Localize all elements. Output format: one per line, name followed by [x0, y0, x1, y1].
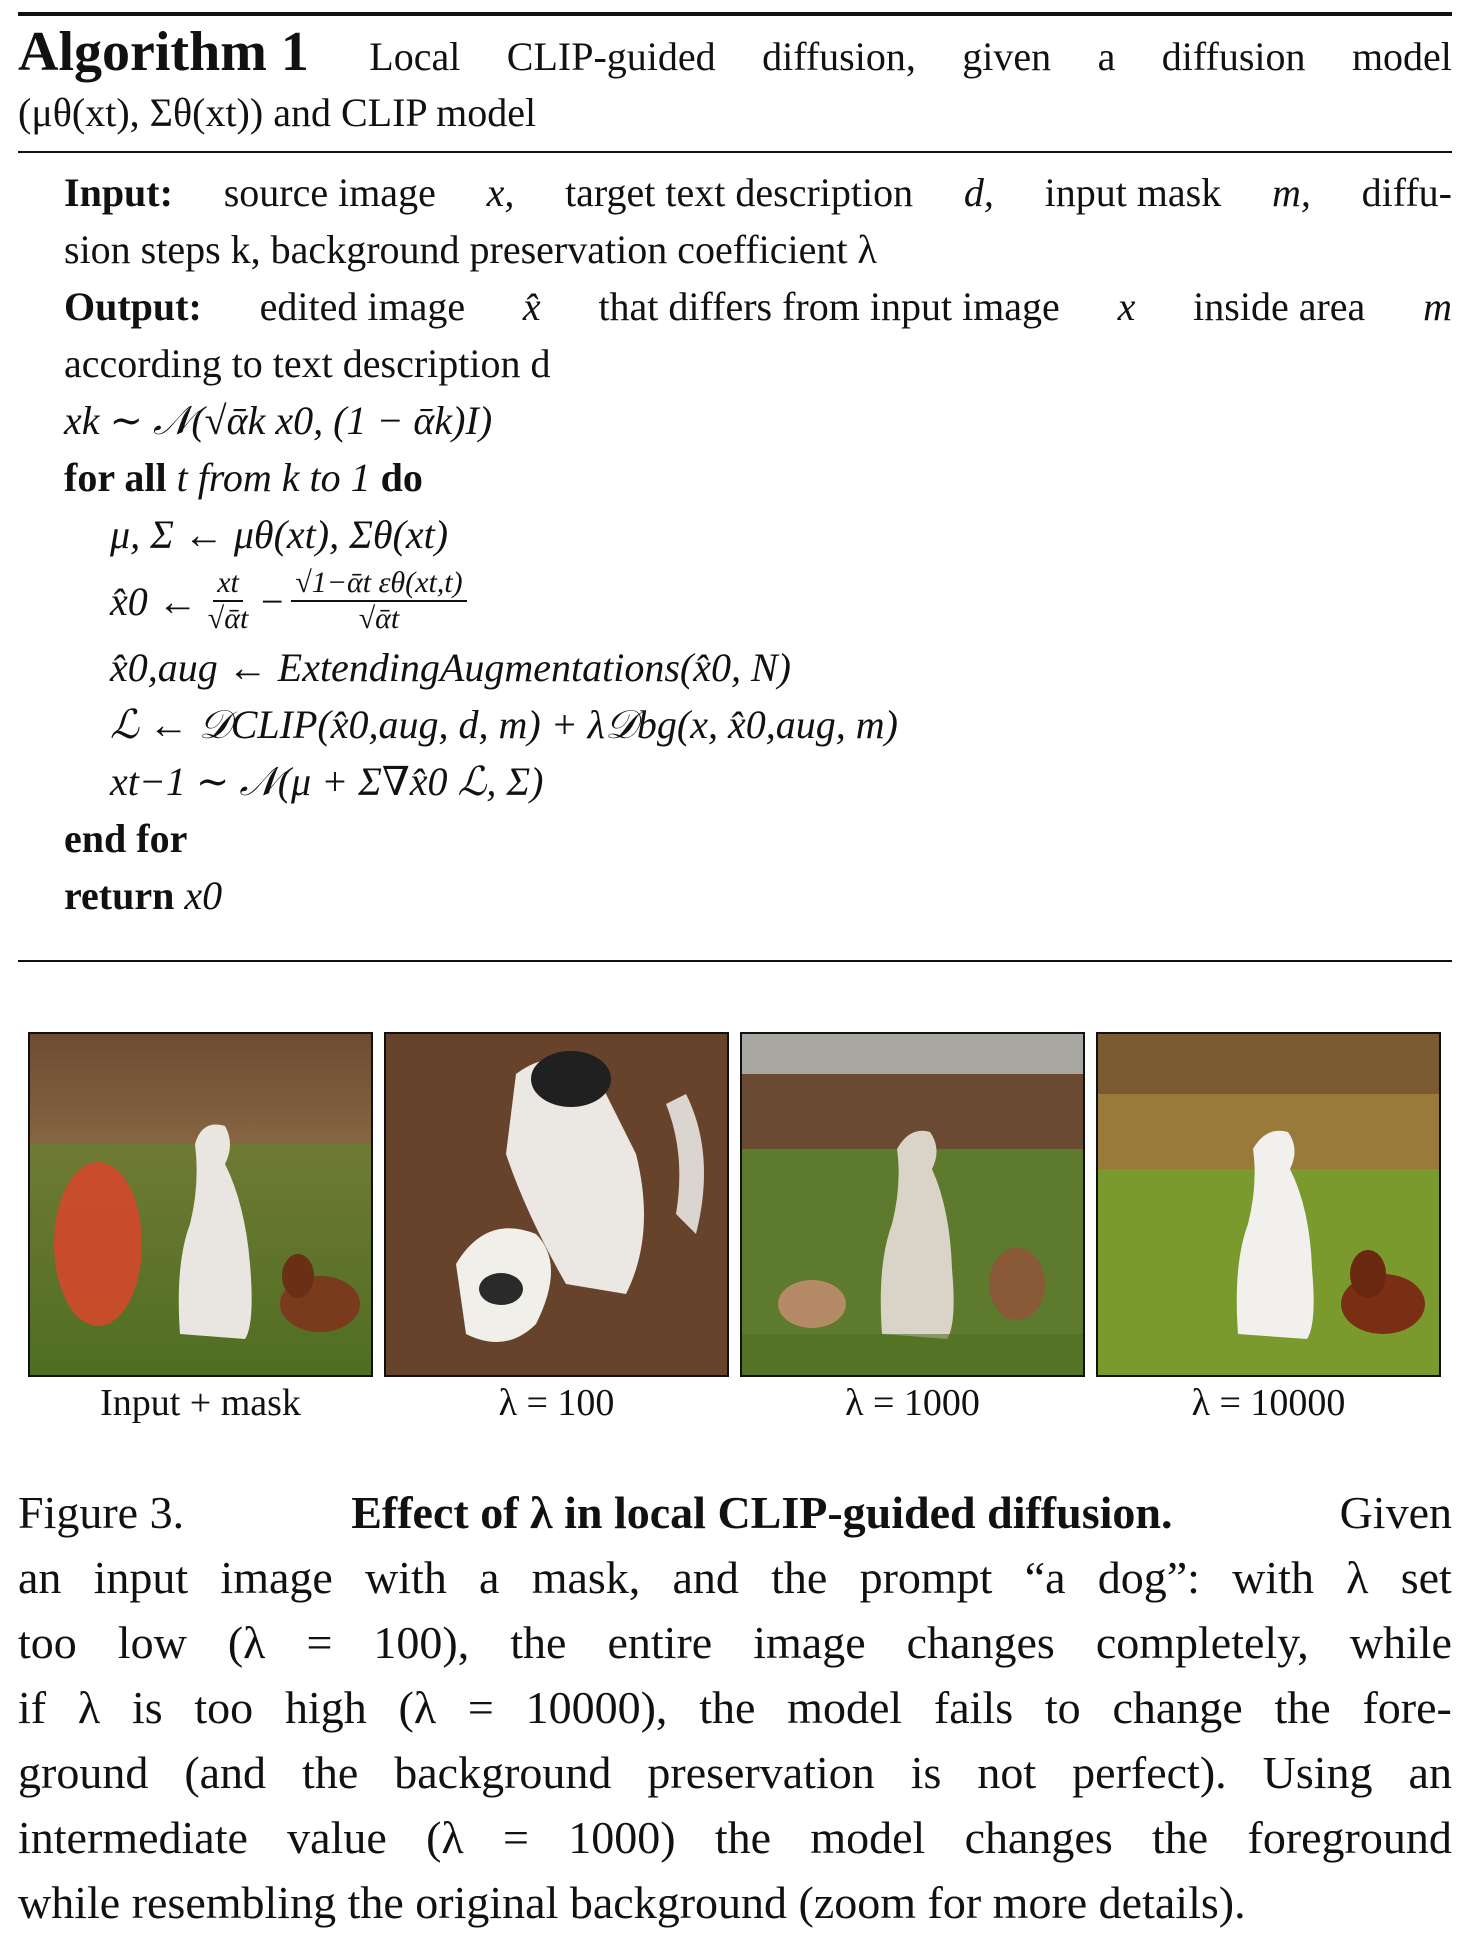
algorithm-bottom-rule: [18, 960, 1452, 962]
caption-word: intermediate: [18, 1812, 248, 1863]
algorithm-title-line-1: [18, 21, 1452, 85]
caption-line-5: [18, 1740, 1452, 1805]
step2-frac1-numerator: xt: [213, 566, 243, 602]
caption-word: =: [467, 1682, 494, 1733]
algorithm-end-for: end for: [64, 816, 188, 861]
output-word: inside area: [1193, 284, 1366, 329]
input-word: input mask: [1044, 170, 1222, 215]
caption-word: completely,: [1095, 1617, 1309, 1668]
caption-word: value: [287, 1812, 387, 1863]
caption-word: image: [220, 1552, 333, 1603]
caption-word: and: [672, 1552, 739, 1603]
caption-word: image: [753, 1617, 866, 1668]
caption-word: high: [284, 1682, 367, 1733]
figure-label-input-mask: Input + mask: [100, 1382, 301, 1424]
input-word: diffu-: [1361, 170, 1452, 215]
algorithm-header: [18, 21, 1452, 141]
algorithm-for-line: [64, 449, 1454, 506]
algorithm-title-word: given: [962, 34, 1052, 79]
caption-word: changes: [906, 1617, 1055, 1668]
algorithm-output-line-2: according to text description d: [64, 341, 551, 386]
caption-line-3: [18, 1610, 1452, 1675]
caption-word: the: [1274, 1682, 1331, 1733]
caption-word: to: [1044, 1682, 1081, 1733]
caption-word: changes: [964, 1812, 1113, 1863]
figure-label-lambda-10000: λ = 10000: [1191, 1382, 1346, 1424]
output-word: m: [1423, 284, 1452, 329]
caption-word: change: [1112, 1682, 1243, 1733]
figure-panel-lambda-10000: [1096, 1032, 1441, 1377]
output-word: edited image: [259, 284, 466, 329]
output-keyword: Output:: [64, 284, 202, 329]
caption-word: 1000): [568, 1812, 676, 1863]
algorithm-step-1: μ, Σ ← μθ(xt), Σθ(xt): [110, 512, 449, 557]
algorithm-title-word: diffusion: [1161, 34, 1306, 79]
step2-frac1-denominator: √ᾱt: [207, 602, 249, 635]
for-range: t from k to 1: [176, 455, 371, 500]
return-value: x0: [184, 873, 223, 918]
caption-line-4: [18, 1675, 1452, 1740]
caption-word: an: [18, 1552, 62, 1603]
algorithm-step-4: ℒ ← 𝒟CLIP(x̂0,aug, d, m) + λ𝒟bg(x, x̂0,aug, m): [110, 702, 898, 747]
caption-word: ground: [18, 1747, 149, 1798]
output-word: that differs from input image: [598, 284, 1060, 329]
caption-word: too: [18, 1617, 77, 1668]
algorithm-title-word: model: [1351, 34, 1452, 79]
input-word: target text description: [565, 170, 914, 215]
caption-word: λ: [1346, 1552, 1369, 1603]
figure-label-lambda-100: λ = 100: [498, 1382, 615, 1424]
figure-label-lambda-1000: λ = 1000: [845, 1382, 980, 1424]
input-word: m,: [1271, 170, 1311, 215]
caption-word: the: [714, 1812, 772, 1863]
caption-word: 10000),: [525, 1682, 668, 1733]
caption-word: with: [1232, 1552, 1314, 1603]
caption-word: =: [502, 1812, 529, 1863]
do-keyword: do: [380, 455, 423, 500]
step2-frac2-denominator: √ᾱt: [358, 602, 400, 635]
caption-word: entire: [607, 1617, 713, 1668]
caption-word: (λ: [227, 1617, 266, 1668]
input-word: x,: [486, 170, 515, 215]
caption-word: the: [302, 1747, 359, 1798]
caption-word: Effect of λ in local CLIP-guided diffusion.: [351, 1487, 1173, 1538]
algorithm-step-2: [64, 563, 1454, 639]
caption-word: (λ: [426, 1812, 464, 1863]
lambda-10000-image: [1098, 1034, 1439, 1375]
caption-word: a: [479, 1552, 500, 1603]
caption-word: “a: [1024, 1552, 1066, 1603]
lambda-1000-image: [742, 1034, 1083, 1375]
caption-word: prompt: [859, 1552, 993, 1603]
caption-word: model: [810, 1812, 926, 1863]
caption-word: not: [977, 1747, 1037, 1798]
algorithm-input-line-1: [64, 164, 1454, 221]
caption-word: 100),: [373, 1617, 470, 1668]
algorithm-top-rule: [18, 12, 1452, 16]
caption-word: an: [1408, 1747, 1452, 1798]
caption-word: mask,: [531, 1552, 641, 1603]
caption-word: is: [910, 1747, 942, 1798]
algorithm-header-rule: [18, 151, 1452, 153]
caption-word: is: [131, 1682, 163, 1733]
caption-word: the: [510, 1617, 567, 1668]
algorithm-init-step: xk ∼ 𝒩(√ᾱk x0, (1 − ᾱk)I): [64, 398, 493, 443]
algorithm-label: Algorithm 1: [18, 21, 309, 83]
caption-word: foreground: [1247, 1812, 1452, 1863]
figure-panel-lambda-100: [384, 1032, 729, 1377]
caption-line-2: [18, 1545, 1452, 1610]
caption-line-6: [18, 1805, 1452, 1870]
algorithm-step-5: xt−1 ∼ 𝒩(μ + Σ∇x̂0 ℒ, Σ): [110, 759, 544, 804]
caption-word: fails: [933, 1682, 1014, 1733]
algorithm-title-word: CLIP-guided: [506, 34, 716, 79]
step2-frac2-numerator: √1−ᾱt εθ(xt,t): [291, 566, 466, 602]
caption-word: while: [1349, 1617, 1452, 1668]
caption-word: input: [93, 1552, 189, 1603]
caption-word: the: [1152, 1812, 1209, 1863]
lambda-100-image: [386, 1034, 727, 1375]
caption-word: =: [306, 1617, 333, 1668]
figure-panel-lambda-1000: [740, 1032, 1085, 1377]
caption-line-7: while resembling the original background (zoom for more details).: [18, 1877, 1246, 1928]
input-mask-image: [30, 1034, 371, 1375]
caption-word: if: [18, 1682, 47, 1733]
caption-word: dog”:: [1097, 1552, 1200, 1603]
caption-word: the: [771, 1552, 828, 1603]
caption-word: Figure 3.: [18, 1487, 185, 1538]
input-word: d,: [963, 170, 994, 215]
algorithm-step-3: x̂0,aug ← ExtendingAugmentations(x̂0, N): [110, 645, 791, 690]
step2-minus: −: [258, 578, 286, 624]
step2-fraction-1: [204, 566, 253, 636]
algorithm-title-line-2: (μθ(xt), Σθ(xt)) and CLIP model: [18, 90, 537, 135]
input-keyword: Input:: [64, 170, 173, 215]
algorithm-input-line-2: sion steps k, background preservation coefficient λ: [64, 227, 877, 272]
input-word: source image: [223, 170, 436, 215]
algorithm-body: [64, 164, 1454, 924]
algorithm-title-word: diffusion,: [762, 34, 916, 79]
return-keyword: return: [64, 873, 175, 918]
caption-word: the: [699, 1682, 756, 1733]
figure-caption: [18, 1480, 1452, 1935]
figure-panel-input-mask: [28, 1032, 373, 1377]
step2-lhs: x̂0 ←: [110, 578, 198, 624]
caption-word: background: [394, 1747, 612, 1798]
caption-word: perfect).: [1072, 1747, 1227, 1798]
caption-word: too: [194, 1682, 254, 1733]
caption-word: with: [365, 1552, 447, 1603]
caption-word: Using: [1262, 1747, 1373, 1798]
caption-word: model: [787, 1682, 903, 1733]
algorithm-output-line-1: [64, 278, 1454, 335]
caption-word: preservation: [647, 1747, 875, 1798]
algorithm-title-word: Local: [369, 34, 461, 79]
caption-word: low: [117, 1617, 187, 1668]
caption-word: (and: [184, 1747, 267, 1798]
caption-word: λ: [77, 1682, 101, 1733]
caption-word: fore-: [1362, 1682, 1452, 1733]
output-word: x̂: [522, 284, 541, 329]
caption-word: Given: [1339, 1487, 1452, 1538]
caption-line-1: [18, 1480, 1452, 1545]
caption-word: (λ: [398, 1682, 437, 1733]
output-word: x: [1117, 284, 1136, 329]
step2-fraction-2: [291, 566, 466, 636]
caption-word: set: [1400, 1552, 1452, 1603]
algorithm-title-word: a: [1097, 34, 1116, 79]
algorithm-return-line: [64, 867, 1454, 924]
for-keyword: for all: [64, 455, 167, 500]
